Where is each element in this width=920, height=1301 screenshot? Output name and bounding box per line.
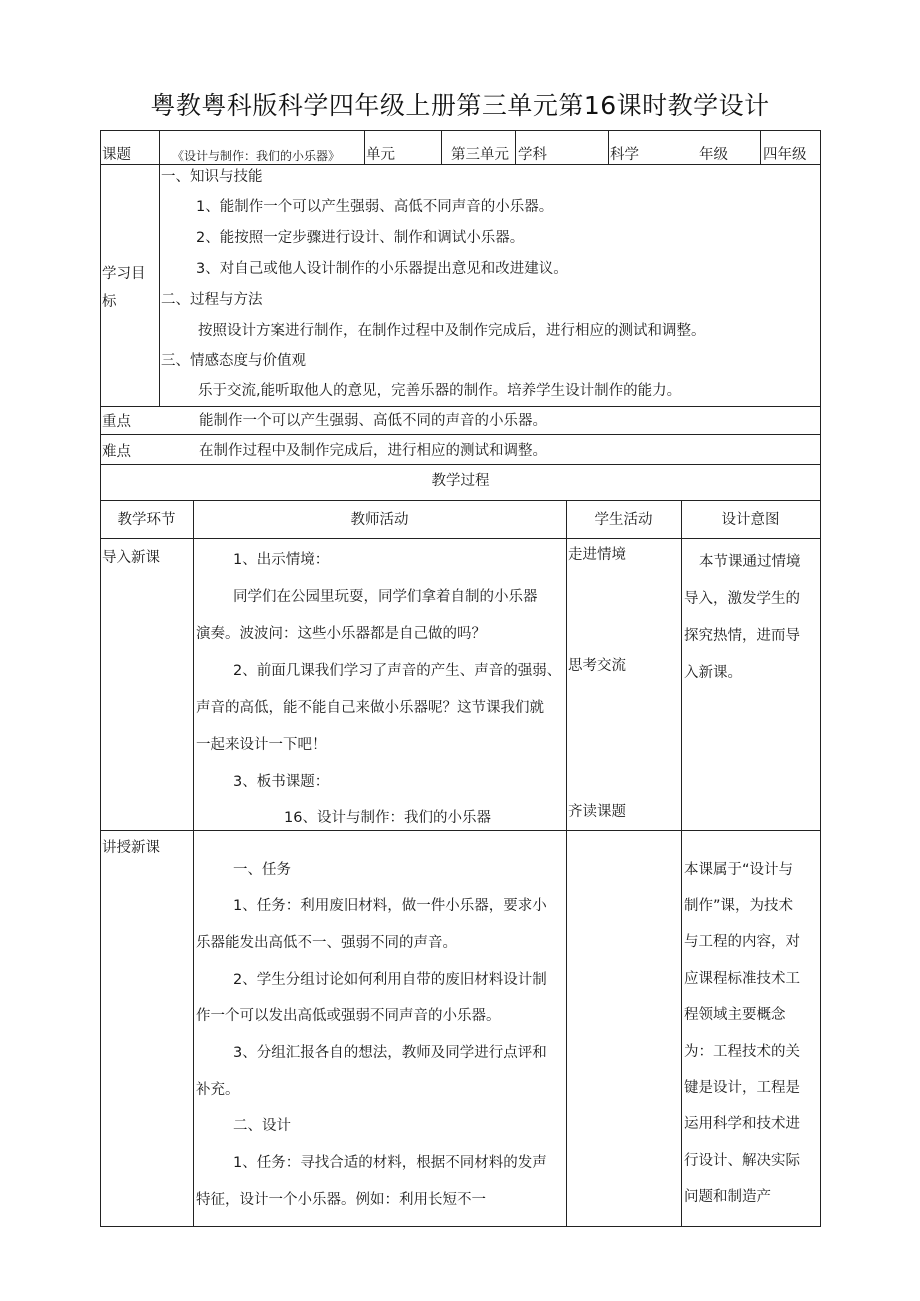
row-divider-process-heading — [100, 500, 821, 501]
grade-label: 年级 — [699, 147, 728, 163]
teacher-activity-line: 3、分组汇报各自的想法，教师及同学进行点评和 — [233, 1045, 547, 1061]
row-divider-key-point — [100, 434, 821, 435]
teacher-activity-line: 作一个可以发出高低或强弱不同声音的小乐器。 — [196, 1008, 501, 1024]
teacher-activity-line: 一起来设计一下吧！ — [196, 737, 327, 753]
design-intent-line: 导入，激发学生的 — [684, 591, 800, 607]
student-activity: 思考交流 — [568, 658, 626, 674]
teacher-activity-line: 二、设计 — [233, 1118, 291, 1134]
objective-item: 2、能按照一定步骤进行设计、制作和调试小乐器。 — [196, 230, 525, 246]
design-intent-line: 应课程标准技术工 — [684, 971, 800, 987]
col-divider-process-2 — [566, 500, 567, 1227]
lesson-label: 课题 — [102, 147, 131, 163]
col-divider-header-1 — [159, 130, 160, 164]
subject-value: 科学 — [610, 147, 639, 163]
teacher-activity-line: 声音的高低，能不能自己来做小乐器呢？这节课我们就 — [196, 700, 544, 716]
table-border-right — [820, 130, 821, 1227]
teacher-activity-line: 1、任务：寻找合适的材料，根据不同材料的发声 — [233, 1155, 547, 1171]
teacher-activity-line: 1、任务：利用废旧材料，做一件小乐器，要求小 — [233, 898, 547, 914]
column-header-stage: 教学环节 — [117, 512, 176, 528]
teacher-activity-line: 2、前面几课我们学习了声音的产生、声音的强弱、 — [233, 663, 562, 679]
teacher-activity-line: 3、板书课题： — [233, 774, 330, 790]
process-heading: 教学过程 — [431, 473, 490, 489]
difficult-point-value: 在制作过程中及制作完成后，进行相应的测试和调整。 — [199, 443, 547, 459]
col-divider-header-5 — [608, 130, 609, 164]
row-divider-difficult — [100, 464, 821, 465]
unit-label: 单元 — [366, 147, 395, 163]
objective-item: 乐于交流,能听取他人的意见，完善乐器的制作。培养学生设计制作的能力。 — [198, 383, 682, 399]
teacher-activity-line: 一、任务 — [233, 862, 291, 878]
stage-new-lesson: 讲授新课 — [102, 840, 160, 856]
col-divider-header-3 — [441, 130, 442, 164]
design-intent-line: 运用科学和技术进 — [684, 1116, 800, 1132]
lesson-value: 《设计与制作：我们的小乐器》 — [172, 149, 341, 163]
student-activity: 齐读课题 — [568, 804, 626, 820]
objective-item: 3、对自己或他人设计制作的小乐器提出意见和改进建议。 — [196, 261, 568, 277]
student-activity: 走进情境 — [568, 547, 626, 563]
grade-value: 四年级 — [763, 147, 807, 163]
col-divider-header-4 — [515, 130, 516, 164]
design-intent-line: 与工程的内容，对 — [684, 934, 800, 950]
objective-heading: 二、过程与方法 — [161, 292, 263, 308]
unit-value: 第三单元 — [451, 147, 509, 163]
key-point-label: 重点 — [102, 414, 131, 430]
design-intent-line: 入新课。 — [684, 665, 742, 681]
design-intent-line: 本课属于“设计与 — [684, 862, 794, 878]
col-divider-objectives — [159, 164, 160, 406]
design-intent-line: 本节课通过情境 — [699, 554, 801, 570]
objective-item: 1、能制作一个可以产生强弱、高低不同声音的小乐器。 — [196, 199, 554, 215]
key-point-value: 能制作一个可以产生强弱、高低不同的声音的小乐器。 — [199, 413, 547, 429]
objectives-label: 学习目 — [102, 266, 146, 282]
teacher-activity-line: 演奏。波波问：这些小乐器都是自己做的吗？ — [196, 626, 486, 642]
page-title: 粤教粤科版科学四年级上册第三单元第16课时教学设计 — [150, 91, 770, 120]
column-header-student: 学生活动 — [594, 512, 653, 528]
design-intent-line: 探究热情，进而导 — [684, 628, 800, 644]
design-intent-line: 行设计、解决实际 — [684, 1153, 800, 1169]
objective-item: 按照设计方案进行制作，在制作过程中及制作完成后，进行相应的测试和调整。 — [198, 323, 706, 339]
design-intent-line: 问题和制造产 — [684, 1189, 771, 1205]
col-divider-header-2 — [364, 130, 365, 164]
subject-label: 学科 — [518, 147, 547, 163]
col-divider-process-1 — [193, 500, 194, 1227]
row-divider-intro — [100, 830, 821, 831]
teacher-activity-line: 同学们在公园里玩耍，同学们拿着自制的小乐器 — [233, 589, 538, 605]
teacher-activity-line: 特征，设计一个小乐器。例如：利用长短不一 — [196, 1192, 486, 1208]
column-header-intent: 设计意图 — [721, 512, 780, 528]
design-intent-line: 键是设计，工程是 — [684, 1080, 800, 1096]
row-divider-objectives — [100, 406, 821, 407]
row-divider-columns — [100, 538, 821, 539]
teacher-activity-line: 16、设计与制作：我们的小乐器 — [284, 810, 491, 826]
objectives-label-cont: 标 — [102, 294, 117, 310]
teacher-activity-line: 补充。 — [196, 1082, 240, 1098]
teacher-activity-line: 1、出示情境： — [233, 552, 330, 568]
table-border-top — [100, 130, 821, 131]
table-border-left — [100, 130, 101, 1227]
difficult-point-label: 难点 — [102, 444, 131, 460]
objective-heading: 一、知识与技能 — [161, 169, 263, 185]
teacher-activity-line: 2、学生分组讨论如何利用自带的废旧材料设计制 — [233, 972, 547, 988]
col-divider-process-3 — [681, 500, 682, 1227]
objective-heading: 三、情感态度与价值观 — [161, 353, 306, 369]
design-intent-line: 程领域主要概念 — [684, 1007, 786, 1023]
design-intent-line: 为：工程技术的关 — [684, 1044, 800, 1060]
table-border-bottom — [100, 1226, 821, 1227]
teacher-activity-line: 乐器能发出高低不一、强弱不同的声音。 — [196, 935, 457, 951]
stage-intro: 导入新课 — [102, 550, 160, 566]
col-divider-header-6 — [760, 130, 761, 164]
design-intent-line: 制作”课，为技术 — [684, 898, 794, 914]
column-header-teacher: 教师活动 — [350, 512, 409, 528]
